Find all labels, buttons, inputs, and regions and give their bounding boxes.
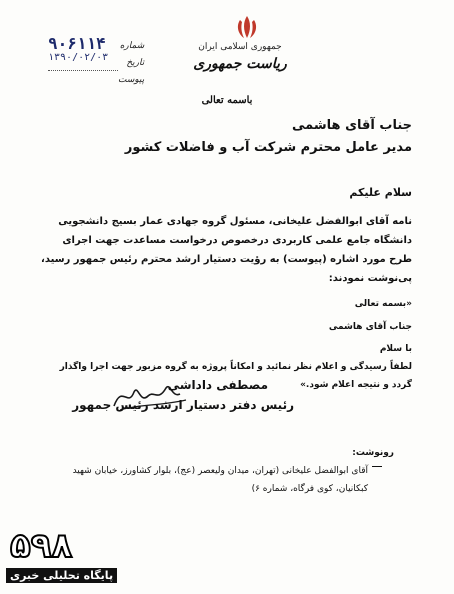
signer-name: مصطفی داداشی	[167, 378, 268, 392]
cc-label: رونوشت:	[352, 448, 394, 458]
recipient-name: جناب آقای هاشمی	[292, 118, 412, 133]
quote-instruction: لطفاً رسیدگی و اعلام نظر نمائید و امکاناً پروژه به گروه مزبور جهت اجرا واگذار گردد و نتیجه اعلام شود.»	[59, 362, 412, 390]
attachment-dotted-line	[48, 70, 118, 71]
quote-open: «بسمه تعالی	[354, 299, 412, 309]
attachment-label: پیوست	[118, 75, 145, 85]
number-label: شماره	[119, 41, 145, 51]
greeting: سلام علیکم	[349, 186, 412, 199]
signer-title: رئیس دفتر دستیار ارشد رئیس جمهور	[72, 398, 294, 412]
letter-body: نامه آقای ابوالفضل علیخانی، مسئول گروه جهادی عمار بسیج دانشجویی دانشگاه جامع علمی کاربردی درخصوص درخواست مساعدت جهت اجرای طرح مورد اشاره (پیوست) به رؤیت دستیار ارشد محترم رئیس جمهور رسید، پی‌نوشت نمودند:	[41, 216, 412, 284]
watermark-text: پایگاه تحلیلی خبری	[6, 568, 117, 583]
meta-labels	[118, 38, 144, 89]
quote-recipient: جناب آقای هاشمی	[328, 322, 412, 332]
letterhead-office: ریاست جمهوری	[193, 56, 287, 72]
date-label: تاریخ	[126, 58, 145, 68]
letterhead-country: جمهوری اسلامی ایران	[198, 42, 282, 52]
recipient-title: مدیر عامل محترم شرکت آب و فاضلات کشور	[124, 140, 412, 155]
cc-bullet-line	[372, 466, 382, 467]
iran-emblem-icon	[232, 14, 262, 40]
watermark-digits: ۵۹۸	[10, 526, 73, 566]
bismillah: باسمه تعالی	[201, 95, 253, 106]
cc-text: آقای ابوالفضل علیخانی (تهران، میدان ولیعصر (عج)، بلوار کشاورز، خیابان شهید کبکانیان، کوی فرگاه، شماره ۶)	[72, 466, 368, 494]
quote-salutation: با سلام	[379, 344, 412, 354]
letter-date: ۱۳۹۰/۰۲/۰۳	[48, 52, 109, 63]
letter-number: ۹۰۶۱۱۴	[48, 34, 106, 53]
